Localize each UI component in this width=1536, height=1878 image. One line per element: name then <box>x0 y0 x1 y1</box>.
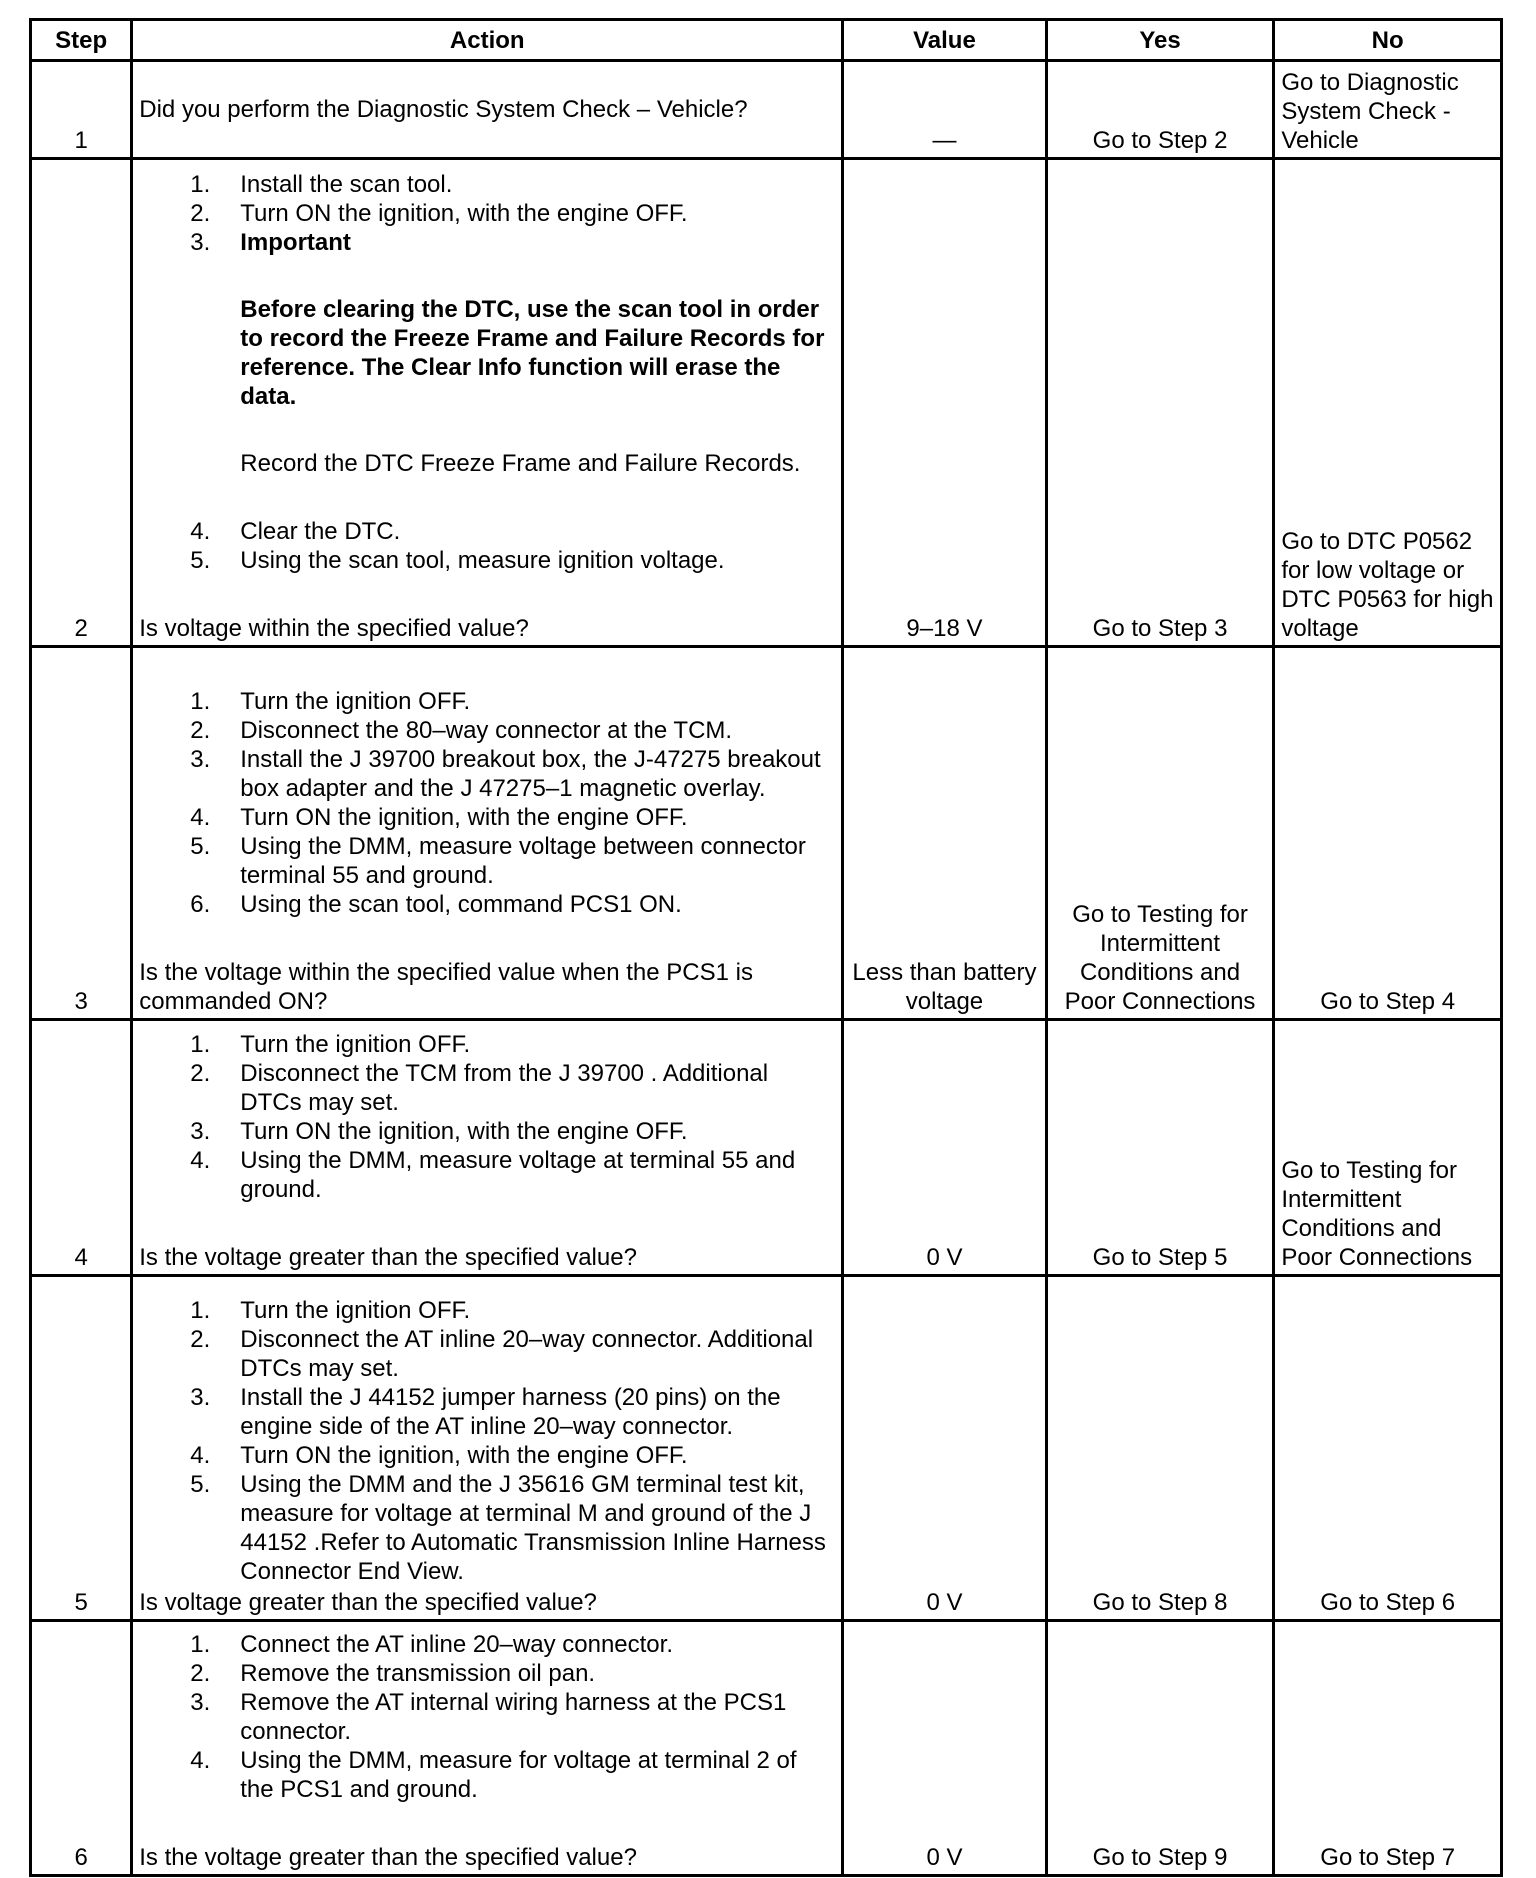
step-question: Is the voltage greater than the specified value? <box>139 1844 637 1871</box>
list-item: 1. Turn the ignition OFF. <box>190 688 471 715</box>
value-cell: 0 V <box>843 1621 1047 1876</box>
table-row <box>31 159 1502 647</box>
action-cell <box>132 1020 843 1276</box>
action-cell <box>132 647 843 1020</box>
list-item: 5. Using the scan tool, measure ignition voltage. <box>190 547 725 574</box>
no-cell: Go to Diagnostic System Check - Vehicle <box>1274 61 1502 159</box>
table-row <box>31 647 1502 1020</box>
step-question: Is voltage within the specified value? <box>139 615 529 642</box>
action-cell <box>132 1276 843 1621</box>
action-cell <box>132 1621 843 1876</box>
list-item: 2. Turn ON the ignition, with the engine OFF. <box>190 200 688 227</box>
diagnostic-table <box>29 18 1503 1877</box>
list-item: 2. Disconnect the TCM from the J 39700 . Additional DTCs may set. <box>190 1060 769 1116</box>
step-question: Is the voltage within the specified value when the PCS1 is commanded ON? <box>139 959 753 1015</box>
list-item: 4. Turn ON the ignition, with the engine OFF. <box>190 804 688 831</box>
yes-cell: Go to Step 5 <box>1046 1020 1274 1276</box>
list-item: 5. Using the DMM and the J 35616 GM terminal test kit, measure for voltage at terminal M and ground of the J 44152 .Refer to Automatic Transmission Inline Harness Connector End View. <box>190 1471 826 1585</box>
list-item: 4. Using the DMM, measure for voltage at terminal 2 of the PCS1 and ground. <box>190 1747 797 1803</box>
value-cell: — <box>843 61 1047 159</box>
step-number: 3 <box>31 647 132 1020</box>
list-item: 4. Clear the DTC. <box>190 518 401 545</box>
no-cell: Go to Step 6 <box>1274 1276 1502 1621</box>
list-item: 3. Turn ON the ignition, with the engine OFF. <box>190 1118 688 1145</box>
step-number: 2 <box>31 159 132 647</box>
header-action: Action <box>132 20 843 61</box>
list-item: 2. Disconnect the AT inline 20–way connector. Additional DTCs may set. <box>190 1326 814 1382</box>
list-item: 2. Disconnect the 80–way connector at the TCM. <box>190 717 733 744</box>
table-row <box>31 1276 1502 1621</box>
yes-cell: Go to Step 2 <box>1046 61 1274 159</box>
table-row <box>31 61 1502 159</box>
list-item: 4. Turn ON the ignition, with the engine OFF. <box>190 1442 688 1469</box>
yes-cell: Go to Testing for Intermittent Conditions and Poor Connections <box>1046 647 1274 1020</box>
table-row <box>31 1020 1502 1276</box>
list-item: 1. Connect the AT inline 20–way connector. <box>190 1631 673 1658</box>
action-cell <box>132 61 843 159</box>
step-number: 5 <box>31 1276 132 1621</box>
important-label: Important <box>240 229 351 256</box>
important-note: Before clearing the DTC, use the scan tool in order to record the Freeze Frame and Failure Records for reference. The Clear Info function will erase the data. <box>240 296 825 410</box>
yes-cell: Go to Step 8 <box>1046 1276 1274 1621</box>
header-step: Step <box>31 20 132 61</box>
list-item: 3. Install the J 44152 jumper harness (20 pins) on the engine side of the AT inline 20–way connector. <box>190 1384 781 1440</box>
step-number: 4 <box>31 1020 132 1276</box>
header-row <box>31 20 1502 61</box>
step-number: 1 <box>31 61 132 159</box>
record-note: Record the DTC Freeze Frame and Failure Records. <box>240 450 801 477</box>
value-cell: 0 V <box>843 1276 1047 1621</box>
action-list <box>139 1030 835 1204</box>
list-item: 3. Remove the AT internal wiring harness at the PCS1 connector. <box>190 1689 787 1745</box>
no-cell: Go to Step 4 <box>1274 647 1502 1020</box>
action-list <box>139 170 835 575</box>
action-list <box>139 1630 835 1804</box>
list-item: 5. Using the DMM, measure voltage between connector terminal 55 and ground. <box>190 833 806 889</box>
value-cell: 9–18 V <box>843 159 1047 647</box>
list-item: 1. Turn the ignition OFF. <box>190 1297 471 1324</box>
value-cell: Less than battery voltage <box>843 647 1047 1020</box>
action-list <box>139 1296 835 1586</box>
table-row <box>31 1621 1502 1876</box>
action-list <box>139 687 835 919</box>
list-item: 3. Install the J 39700 breakout box, the J-47275 breakout box adapter and the J 47275–1 magnetic overlay. <box>190 746 821 802</box>
list-item: 2. Remove the transmission oil pan. <box>190 1660 596 1687</box>
step-question: Is voltage greater than the specified value? <box>139 1589 597 1616</box>
list-item: 1. Install the scan tool. <box>190 171 453 198</box>
header-value: Value <box>843 20 1047 61</box>
list-item: 4. Using the DMM, measure voltage at terminal 55 and ground. <box>190 1147 796 1203</box>
step-question: Did you perform the Diagnostic System Check – Vehicle? <box>139 96 748 123</box>
no-cell: Go to DTC P0562 for low voltage or DTC P0563 for high voltage <box>1274 159 1502 647</box>
list-item: 1. Turn the ignition OFF. <box>190 1031 471 1058</box>
step-number: 6 <box>31 1621 132 1876</box>
yes-cell: Go to Step 3 <box>1046 159 1274 647</box>
header-yes: Yes <box>1046 20 1274 61</box>
header-no: No <box>1274 20 1502 61</box>
list-item: 3. Important Before clearing the DTC, use the scan tool in order to record the Freeze Frame and Failure Records for reference. The Clear Info function will erase the data. Record the DTC Freeze Frame and Failure Records. <box>139 228 835 517</box>
no-cell: Go to Testing for Intermittent Conditions and Poor Connections <box>1274 1020 1502 1276</box>
step-question: Is the voltage greater than the specified value? <box>139 1244 637 1271</box>
no-cell: Go to Step 7 <box>1274 1621 1502 1876</box>
yes-cell: Go to Step 9 <box>1046 1621 1274 1876</box>
action-cell <box>132 159 843 647</box>
list-item: 6. Using the scan tool, command PCS1 ON. <box>190 891 682 918</box>
value-cell: 0 V <box>843 1020 1047 1276</box>
